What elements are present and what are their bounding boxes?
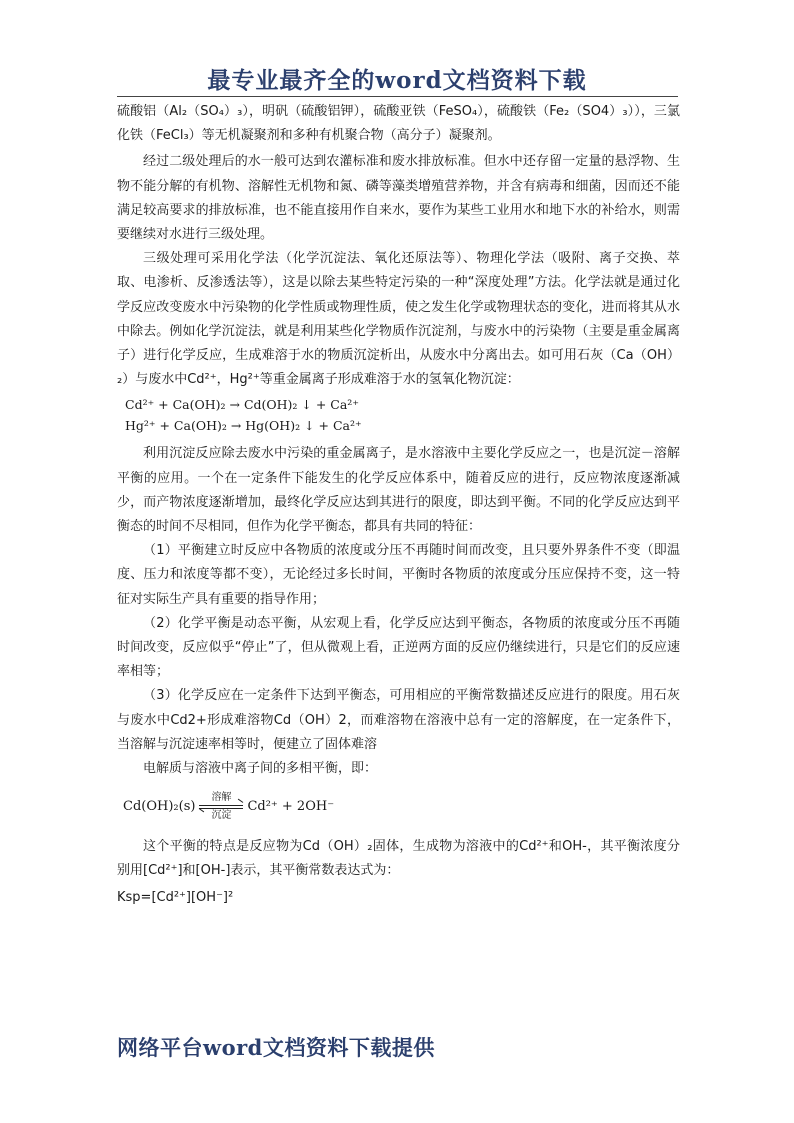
equation-left: Cd(OH)₂(s): [123, 799, 196, 815]
forward-arrow-icon: [199, 805, 243, 806]
paragraph-multiphase-equilibrium: 电解质与溶液中离子间的多相平衡，即：: [143, 761, 378, 777]
paragraph-feature-2: （2）化学平衡是动态平衡，从宏观上看，化学反应达到平衡态，各物质的浓度或分压不再随时间改变，反应似乎“停止”了，但从微观上看，正逆两方面的反应仍继续进行，只是它们的反应速率相等；: [117, 615, 680, 680]
arrow-label-dissolve: 溶解: [211, 792, 232, 804]
paragraph-coagulants: 硫酸铝（Al₂（SO₄）₃），明矾（硫酸铝钾），硫酸亚铁（FeSO₄），硫酸铁（Fe₂（SO4）₃）），三氯化铁（FeCl₃）等无机凝聚剂和多种有机聚合物（高分子）凝聚剂。: [117, 104, 680, 144]
paragraph-precipitation-equilibrium: 利用沉淀反应除去废水中污染的重金属离子，是水溶液中主要化学反应之一，也是沉淀－溶解平衡的应用。一个在一定条件下能发生的化学反应体系中，随着反应的进行，反应物浓度逐渐减少，而产物浓度逐渐增加，最终化学反应达到其进行的限度，即达到平衡。不同的化学反应达到平衡态的时间不尽相同，但作为化学平衡态，都具有共同的特征：: [117, 446, 680, 535]
paragraph-equilibrium-expression: 这个平衡的特点是反应物为Cd（OH）₂固体，生成物为溶液中的Cd²⁺和OH-，其平衡浓度分别用[Cd²⁺]和[OH-]表示，其平衡常数表达式为：: [117, 839, 680, 879]
paragraph-secondary-treatment: 经过二级处理后的水一般可达到农灌标准和废水排放标准。但水中还存留一定量的悬浮物、生物不能分解的有机物、溶解性无机物和氮、磷等藻类增殖营养物，并含有病毒和细菌，因而还不能满足较高要求的排放标准，也不能直接用作自来水，要作为某些工业用水和地下水的补给水，则需要继续对水进行三级处理。: [117, 154, 680, 243]
precipitation-equations: [117, 394, 680, 436]
equation-right: Cd²⁺ + 2OH⁻: [247, 799, 335, 815]
equation-mercury: Hg²⁺ + Ca(OH)₂ → Hg(OH)₂ ↓ + Ca²⁺: [125, 418, 362, 434]
paragraph-feature-1: （1）平衡建立时反应中各物质的浓度或分压不再随时间而改变，且只要外界条件不变（即温度、压力和浓度等都不变），无论经过多长时间，平衡时各物质的浓度或分压应保持不变，这一特征对实际生产具有重要的指导作用；: [117, 543, 680, 607]
header-divider: [117, 96, 678, 97]
reversible-arrow: [199, 792, 243, 822]
document-body: [117, 100, 680, 910]
arrow-label-precipitate: 沉淀: [211, 810, 232, 822]
paragraph-feature-3: （3）化学反应在一定条件下达到平衡态，可用相应的平衡常数描述反应进行的限度。用石灰与废水中Cd2+形成难溶物Cd（OH）2，而难溶物在溶液中总有一定的溶解度，在一定条件下，当溶解与沉淀速率相等时，便建立了固体难溶: [117, 688, 680, 752]
reverse-arrow-icon: [199, 808, 243, 809]
ksp-expression: Ksp=[Cd²⁺][OH⁻]²: [117, 889, 234, 905]
header-title: 最专业最齐全的word文档资料下载: [207, 67, 587, 94]
footer-banner: 网络平台word文档资料下载提供: [117, 1035, 435, 1060]
paragraph-tertiary-treatment: 三级处理可采用化学法（化学沉淀法、氧化还原法等）、物理化学法（吸附、离子交换、萃取、电渗析、反渗透法等），这是以除去某些特定污染的一种“深度处理”方法。化学法就是通过化学反应改变废水中污染物的化学性质或物理性质，使之发生化学或物理状态的变化，进而将其从水中除去。例如化学沉淀法，就是利用某些化学物质作沉淀剂，与废水中的污染物（主要是重金属离子）进行化学反应，生成难溶于水的物质沉淀析出，从废水中分离出去。如可用石灰（Ca（OH）₂）与废水中Cd²⁺，Hg²⁺等重金属离子形成难溶于水的氢氧化物沉淀：: [117, 251, 680, 388]
dissolution-equation: [117, 787, 680, 827]
equation-cadmium: Cd²⁺ + Ca(OH)₂ → Cd(OH)₂ ↓ + Ca²⁺: [125, 397, 359, 413]
